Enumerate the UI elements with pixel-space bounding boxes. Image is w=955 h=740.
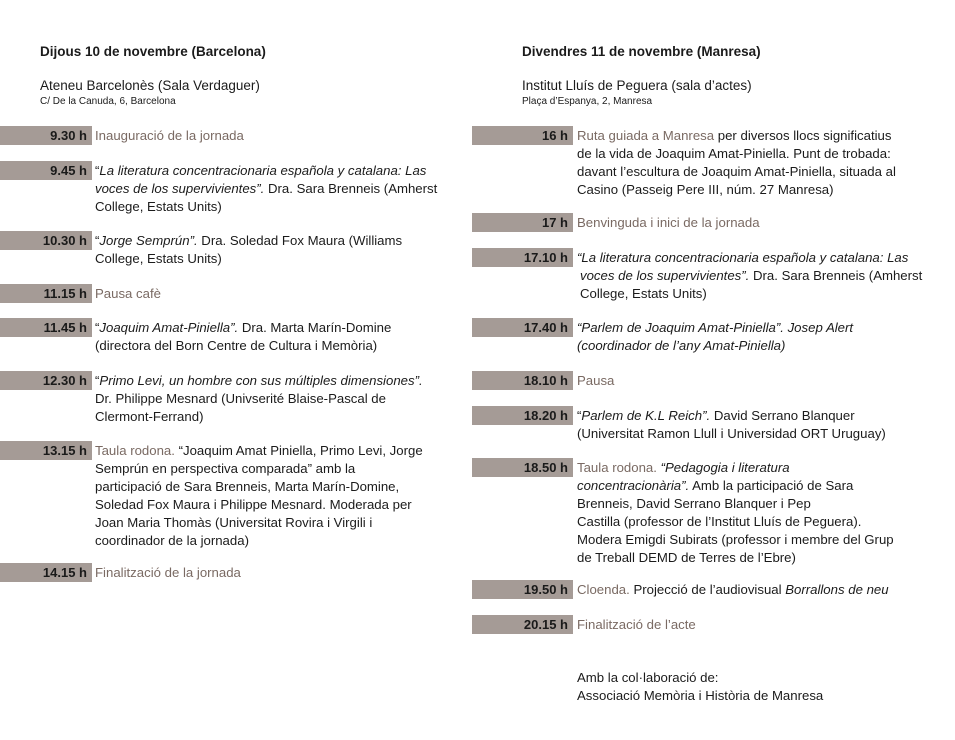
time-badge: 11.15 h bbox=[0, 284, 92, 303]
time-badge: 9.45 h bbox=[0, 161, 92, 180]
time-badge: 18.20 h bbox=[472, 406, 573, 425]
collaboration-label: Amb la col·laboració de: bbox=[577, 670, 719, 685]
time-badge: 20.15 h bbox=[472, 615, 573, 634]
event-text bbox=[95, 442, 423, 550]
event-text: Finalització de l’acte bbox=[577, 617, 696, 632]
desc-line: Casino (Passeig Pere III, núm. 27 Manresa) bbox=[577, 182, 834, 197]
event-text: Pausa cafè bbox=[95, 286, 161, 301]
event-text bbox=[577, 407, 886, 443]
quote-mark: “ bbox=[95, 233, 100, 248]
desc-line: Castilla (professor de l’Institut Lluís de Peguera). bbox=[577, 514, 862, 529]
event-text: Finalització de la jornada bbox=[95, 565, 241, 580]
event-text bbox=[577, 127, 896, 199]
desc-line: davant l’escultura de Joaquim Amat-Piniella, situada al bbox=[577, 164, 896, 179]
time-badge: 17.40 h bbox=[472, 318, 573, 337]
speaker: Dra. Sara Brenneis (Amherst bbox=[264, 181, 438, 196]
desc-line: coordinador de la jornada) bbox=[95, 533, 249, 548]
collaboration-note bbox=[577, 669, 823, 705]
talk-title: Jorge Semprún”. bbox=[99, 233, 198, 248]
day-2-venue: Institut Lluís de Peguera (sala d’actes) bbox=[522, 78, 752, 93]
time-badge: 9.30 h bbox=[0, 126, 92, 145]
event-text: Inauguració de la jornada bbox=[95, 128, 244, 143]
time-badge: 12.30 h bbox=[0, 371, 92, 390]
time-badge: 19.50 h bbox=[472, 580, 573, 599]
talk-title: Parlem de K.L Reich”. bbox=[581, 408, 711, 423]
speaker-line: (Universitat Ramon Llull i Universidad ORT Uruguay) bbox=[577, 426, 886, 441]
desc-line: Soledad Fox Maura i Philippe Mesnard. Moderada per bbox=[95, 497, 412, 512]
day-1-title: Dijous 10 de novembre (Barcelona) bbox=[40, 44, 266, 59]
speaker-line: College, Estats Units) bbox=[95, 199, 222, 214]
film-title: Borrallons de neu bbox=[785, 582, 889, 597]
quote-mark: “ bbox=[577, 408, 582, 423]
talk-title: Primo Levi, un hombre con sus múltiples dimensiones”. bbox=[99, 373, 423, 388]
quote-mark: “ bbox=[95, 373, 100, 388]
talk-title: La literatura concentracionaria española y catalana: Las bbox=[99, 163, 427, 178]
speaker-line: College, Estats Units) bbox=[95, 251, 222, 266]
talk-title: concentracionària”. bbox=[577, 478, 690, 493]
event-text bbox=[95, 162, 437, 216]
speaker-line: Dr. Philippe Mesnard (Univserité Blaise-Pascal de bbox=[95, 391, 386, 406]
speaker-line: College, Estats Units) bbox=[580, 286, 707, 301]
time-badge: 13.15 h bbox=[0, 441, 92, 460]
speaker-line: (directora del Born Centre de Cultura i Memòria) bbox=[95, 338, 378, 353]
time-badge: 11.45 h bbox=[0, 318, 92, 337]
event-text bbox=[577, 319, 853, 355]
talk-title: “Joaquim Amat Piniella, Primo Levi, Jorge bbox=[174, 443, 423, 458]
event-text bbox=[577, 459, 894, 567]
desc-line: Joan Maria Thomàs (Universitat Rovira i Virgili i bbox=[95, 515, 373, 530]
time-badge: 17 h bbox=[472, 213, 573, 232]
desc-text: Amb la participació de Sara bbox=[689, 478, 854, 493]
time-badge: 17.10 h bbox=[472, 248, 573, 267]
day-2-title: Divendres 11 de novembre (Manresa) bbox=[522, 44, 761, 59]
event-text bbox=[95, 232, 402, 268]
closing-label: Cloenda. bbox=[577, 582, 630, 597]
desc-line: de la vida de Joaquim Amat-Piniella. Punt de trobada: bbox=[577, 146, 891, 161]
tour-label: Ruta guiada a Manresa bbox=[577, 128, 715, 143]
day-1-venue: Ateneu Barcelonès (Sala Verdaguer) bbox=[40, 78, 260, 93]
quote-mark: “ bbox=[95, 163, 100, 178]
round-table-label: Taula rodona. bbox=[577, 460, 657, 475]
talk-title: voces de los supervivientes”. bbox=[580, 268, 750, 283]
desc-line: participació de Sara Brenneis, Marta Marín-Domine, bbox=[95, 479, 400, 494]
desc-line: Semprún en perspectiva comparada” amb la bbox=[95, 461, 356, 476]
time-badge: 14.15 h bbox=[0, 563, 92, 582]
time-badge: 18.50 h bbox=[472, 458, 573, 477]
talk-title: “La literatura concentracionaria española y catalana: Las bbox=[577, 250, 909, 265]
event-text bbox=[95, 372, 423, 426]
event-text bbox=[577, 249, 922, 303]
event-text: Benvinguda i inici de la jornada bbox=[577, 215, 760, 230]
quote-mark: “ bbox=[95, 320, 100, 335]
day-1-column bbox=[0, 0, 470, 740]
time-badge: 10.30 h bbox=[0, 231, 92, 250]
talk-title: “Pedagogia i literatura bbox=[656, 460, 790, 475]
event-text bbox=[95, 319, 391, 355]
talk-title: voces de los supervivientes”. bbox=[95, 181, 265, 196]
talk-title: Joaquim Amat-Piniella”. bbox=[99, 320, 239, 335]
talk-title: “Parlem de Joaquim Amat-Piniella”. Josep Alert bbox=[577, 320, 854, 335]
desc-line: Modera Emigdi Subirats (professor i membre del Grup bbox=[577, 532, 894, 547]
desc-line: de Treball DEMD de Terres de l’Ebre) bbox=[577, 550, 796, 565]
speaker: Dra. Sara Brenneis (Amherst bbox=[749, 268, 923, 283]
time-badge: 16 h bbox=[472, 126, 573, 145]
day-1-address: C/ De la Canuda, 6, Barcelona bbox=[40, 96, 176, 107]
speaker-line: Clermont-Ferrand) bbox=[95, 409, 204, 424]
event-text: Pausa bbox=[577, 373, 615, 388]
desc-line: Brenneis, David Serrano Blanquer i Pep bbox=[577, 496, 811, 511]
speaker: Dra. Marta Marín-Domine bbox=[238, 320, 392, 335]
time-badge: 18.10 h bbox=[472, 371, 573, 390]
speaker-line: (coordinador de l’any Amat-Piniella) bbox=[577, 338, 786, 353]
speaker: David Serrano Blanquer bbox=[710, 408, 855, 423]
desc-text: Projecció de l’audiovisual bbox=[629, 582, 786, 597]
day-2-address: Plaça d’Espanya, 2, Manresa bbox=[522, 96, 653, 107]
speaker: Dra. Soledad Fox Maura (Williams bbox=[197, 233, 403, 248]
round-table-label: Taula rodona. bbox=[95, 443, 175, 458]
day-2-column bbox=[472, 0, 942, 740]
desc-text: per diversos llocs significatius bbox=[714, 128, 892, 143]
collaborator-name: Associació Memòria i Història de Manresa bbox=[577, 688, 824, 703]
event-text bbox=[577, 581, 889, 599]
